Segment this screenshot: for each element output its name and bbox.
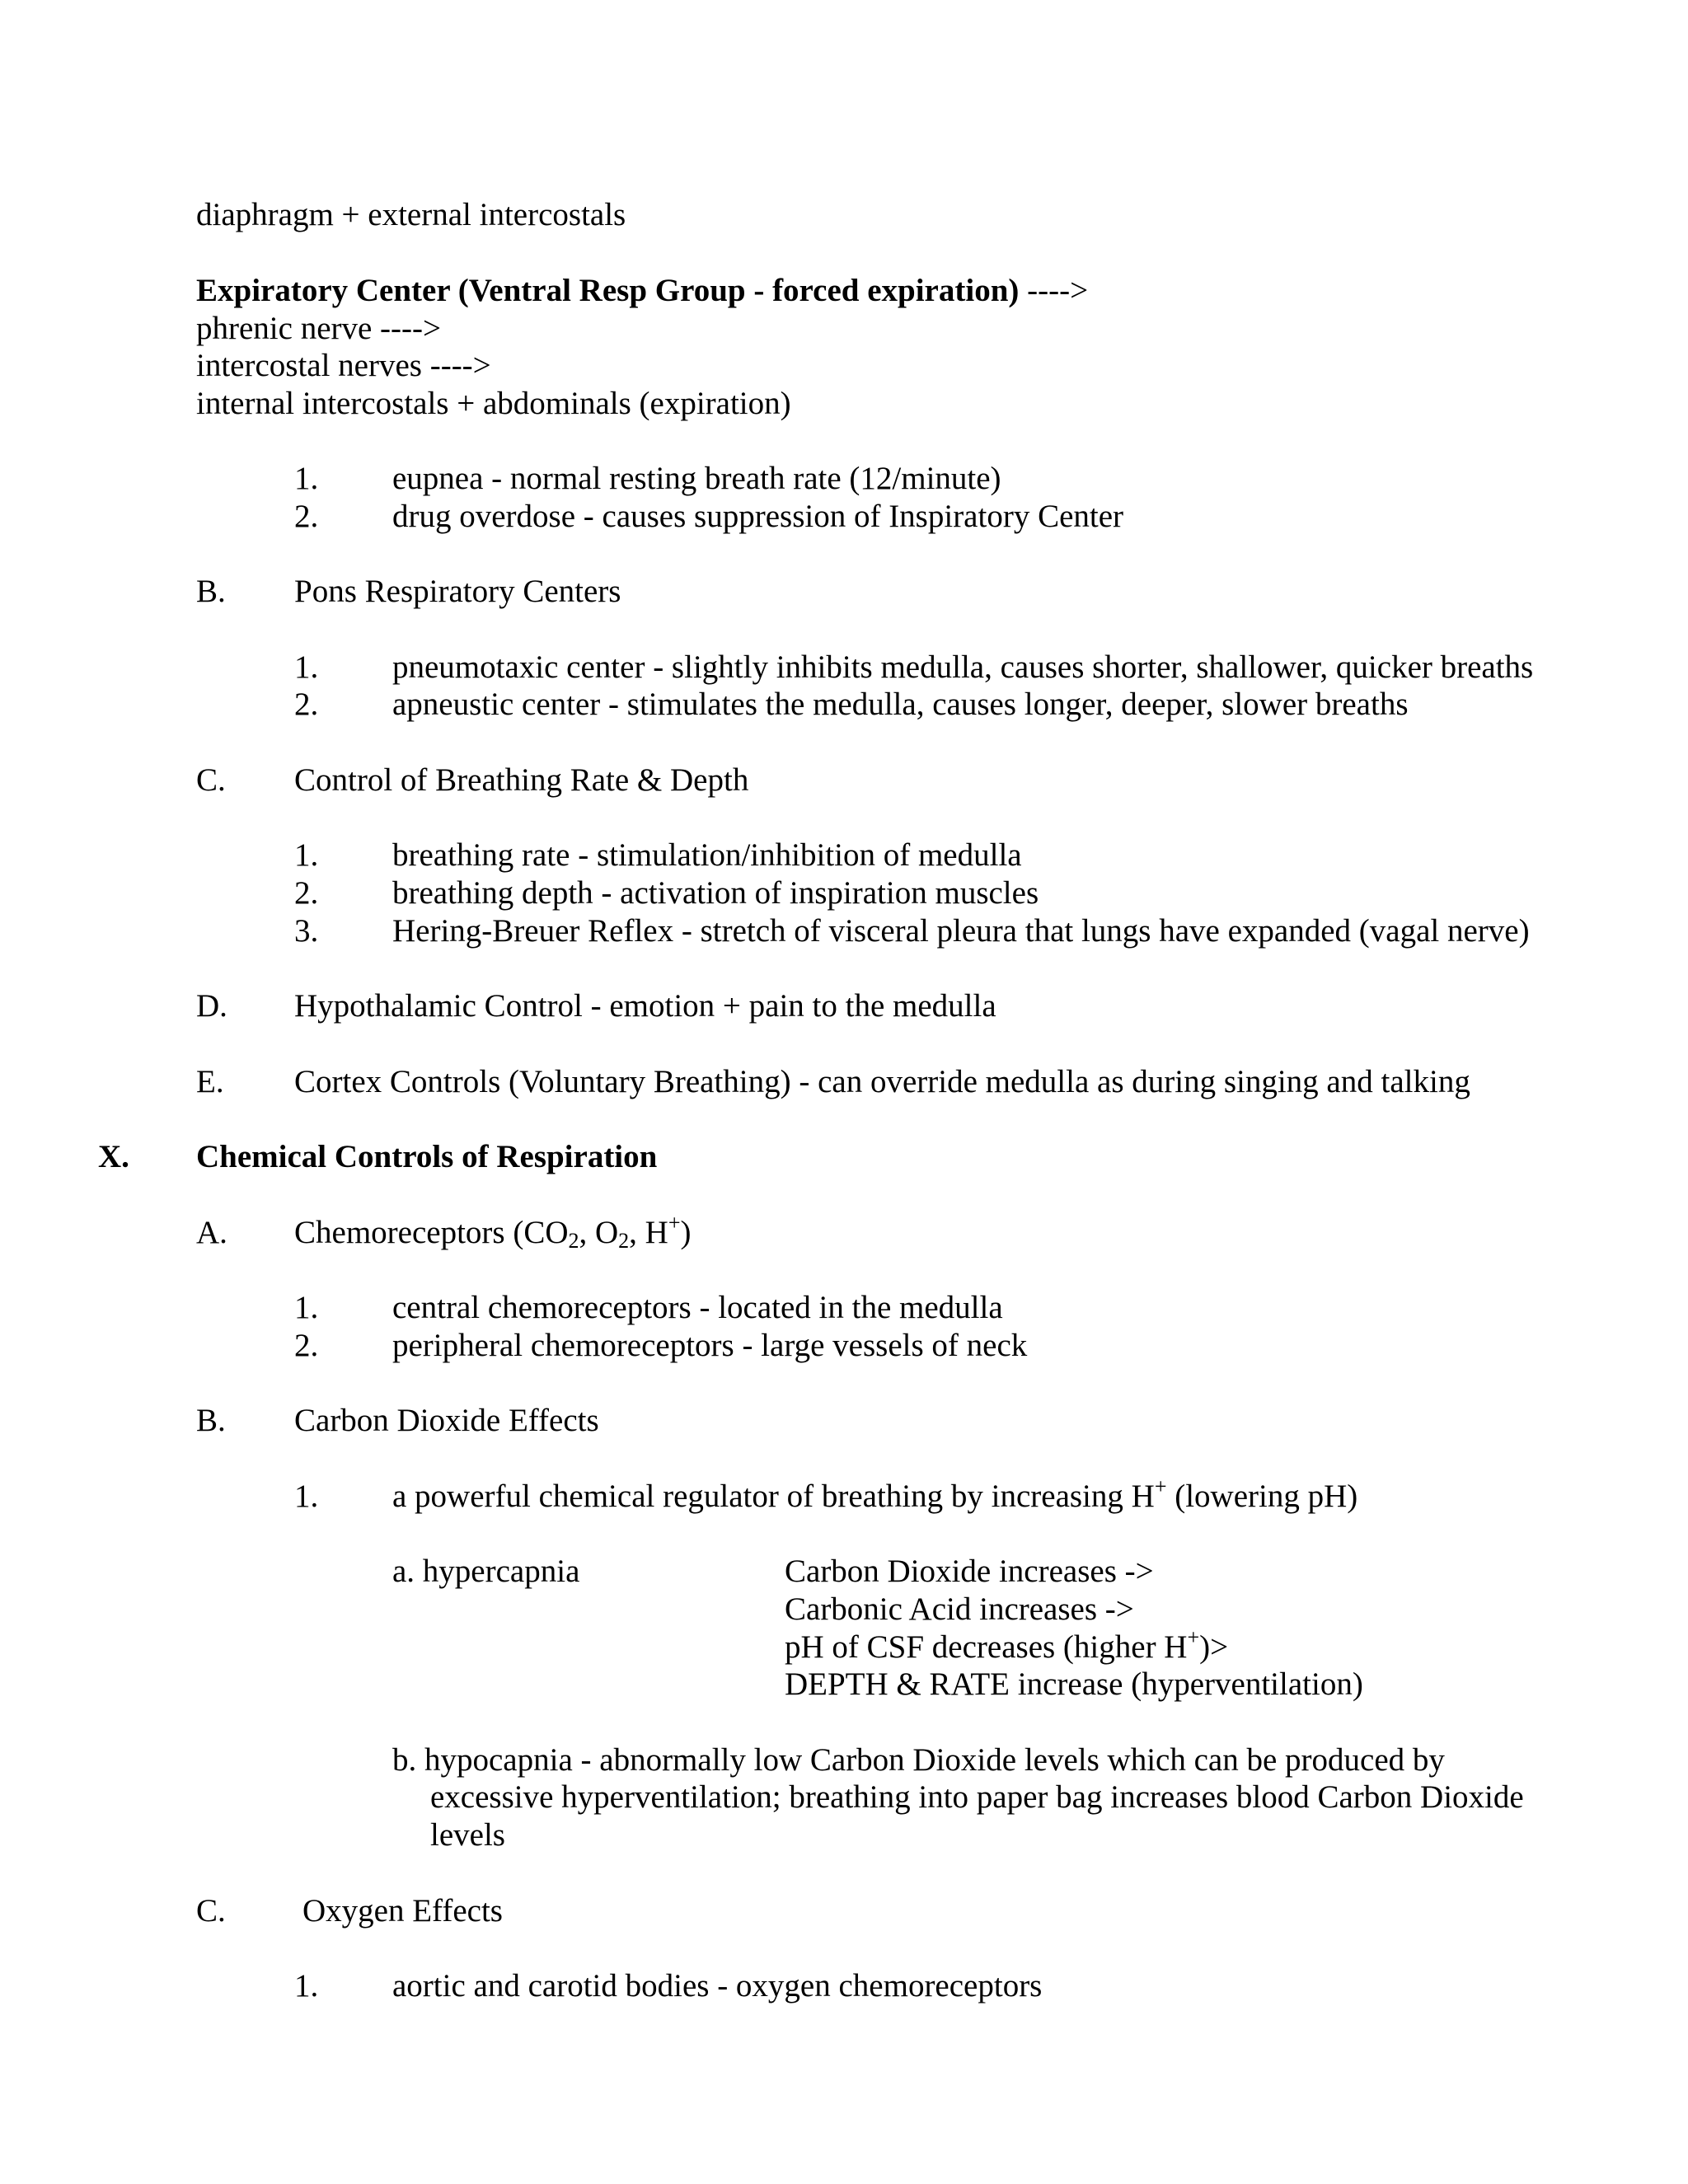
list-item-number: 2. (294, 875, 319, 911)
expiratory-line-1: phrenic nerve ----> (196, 311, 441, 346)
hypercapnia-label: a. hypercapnia (392, 1554, 580, 1589)
section-xa-letter: A. (196, 1215, 227, 1250)
expiratory-line-2: intercostal nerves ----> (196, 348, 491, 383)
list-item-number: 1. (294, 837, 319, 873)
section-xa-title: Chemoreceptors ($CO_2$, $O_2$, H+) (294, 1211, 692, 1253)
list-item-number: 1. (294, 1290, 319, 1325)
list-item: a powerful chemical regulator of breathing by increasing H+ (lowering pH) (392, 1474, 1358, 1514)
list-item: apneustic center - stimulates the medulla, causes longer, deeper, slower breaths (392, 687, 1409, 722)
section-x-numeral: X. (98, 1139, 129, 1174)
section-d-letter: D. (196, 988, 227, 1024)
list-item: Hering-Breuer Reflex - stretch of visceral pleura that lungs have expanded (vagal nerve) (392, 913, 1530, 949)
hypercapnia-step-1: Carbon Dioxide increases -> (785, 1554, 1154, 1589)
section-d-title: Hypothalamic Control - emotion + pain to the medulla (294, 988, 996, 1024)
list-item: breathing depth - activation of inspiration muscles (392, 875, 1039, 911)
list-item-number: 1. (294, 461, 319, 496)
list-item: breathing rate - stimulation/inhibition of medulla (392, 837, 1022, 873)
section-xb-title: Carbon Dioxide Effects (294, 1403, 599, 1438)
list-item-number: 1. (294, 1968, 319, 2004)
hypercapnia-step-3: pH of CSF decreases (higher H+)> (785, 1625, 1229, 1665)
intro-line: diaphragm + external intercostals (196, 197, 626, 232)
expiratory-heading-arrow: ----> (1019, 273, 1089, 308)
expiratory-heading-line (196, 272, 1088, 310)
section-c-letter: C. (196, 762, 226, 798)
hypocapnia-line-3: levels (430, 1817, 505, 1853)
expiratory-line-3: internal intercostals + abdominals (expiration) (196, 386, 791, 421)
section-xb-letter: B. (196, 1403, 226, 1438)
list-item-number: 1. (294, 1479, 319, 1514)
list-item-number: 1. (294, 649, 319, 685)
list-item: drug overdose - causes suppression of Inspiratory Center (392, 499, 1124, 534)
section-b-title: Pons Respiratory Centers (294, 574, 621, 609)
list-item: pneumotaxic center - slightly inhibits medulla, causes shorter, shallower, quicker breaths (392, 649, 1534, 685)
list-item-number: 2. (294, 1328, 319, 1363)
section-e-title: Cortex Controls (Voluntary Breathing) - can override medulla as during singing and talking (294, 1064, 1470, 1099)
section-xc-title: Oxygen Effects (302, 1893, 503, 1929)
hypocapnia-line-2: excessive hyperventilation; breathing into paper bag increases blood Carbon Dioxide (430, 1779, 1524, 1815)
list-item: aortic and carotid bodies - oxygen chemoreceptors (392, 1968, 1043, 2004)
expiratory-heading: Expiratory Center (Ventral Resp Group - forced expiration) (196, 273, 1020, 308)
hypocapnia-line-1: b. hypocapnia - abnormally low Carbon Dioxide levels which can be produced by (392, 1742, 1445, 1778)
section-e-letter: E. (196, 1064, 224, 1099)
list-item: peripheral chemoreceptors - large vessels of neck (392, 1328, 1028, 1363)
list-item-number: 3. (294, 913, 319, 949)
list-item-number: 2. (294, 499, 319, 534)
section-x-title: Chemical Controls of Respiration (196, 1139, 658, 1174)
section-b-letter: B. (196, 574, 226, 609)
hypercapnia-step-2: Carbonic Acid increases -> (785, 1591, 1134, 1627)
hypercapnia-step-4: DEPTH & RATE increase (hyperventilation) (785, 1666, 1363, 1702)
section-c-title: Control of Breathing Rate & Depth (294, 762, 749, 798)
list-item: eupnea - normal resting breath rate (12/minute) (392, 461, 1001, 496)
list-item-number: 2. (294, 687, 319, 722)
list-item: central chemoreceptors - located in the medulla (392, 1290, 1003, 1325)
section-xc-letter: C. (196, 1893, 226, 1929)
